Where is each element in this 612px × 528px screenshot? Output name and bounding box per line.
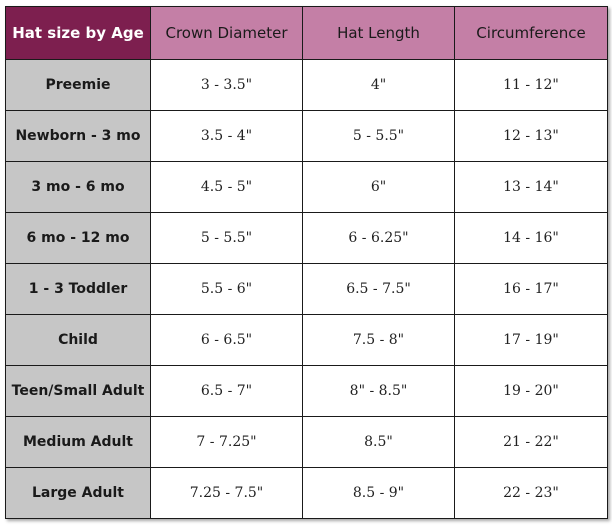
crown-diameter-cell: 7 - 7.25"	[151, 417, 303, 468]
table-row	[6, 417, 608, 468]
circumference-cell: 14 - 16"	[455, 213, 608, 264]
age-cell: 6 mo - 12 mo	[6, 213, 151, 264]
crown-diameter-cell: 3 - 3.5"	[151, 60, 303, 111]
table-row	[6, 315, 608, 366]
table-row	[6, 366, 608, 417]
header-circumference: Circumference	[455, 7, 608, 60]
table-row	[6, 162, 608, 213]
hat-size-table	[5, 6, 608, 519]
hat-length-cell: 7.5 - 8"	[303, 315, 455, 366]
age-cell: Medium Adult	[6, 417, 151, 468]
hat-length-cell: 8" - 8.5"	[303, 366, 455, 417]
hat-length-cell: 8.5 - 9"	[303, 468, 455, 519]
age-cell: Large Adult	[6, 468, 151, 519]
crown-diameter-cell: 7.25 - 7.5"	[151, 468, 303, 519]
age-cell: Teen/Small Adult	[6, 366, 151, 417]
circumference-cell: 22 - 23"	[455, 468, 608, 519]
hat-length-cell: 6 - 6.25"	[303, 213, 455, 264]
hat-length-cell: 8.5"	[303, 417, 455, 468]
age-cell: Child	[6, 315, 151, 366]
hat-length-cell: 4"	[303, 60, 455, 111]
hat-length-cell: 5 - 5.5"	[303, 111, 455, 162]
crown-diameter-cell: 6 - 6.5"	[151, 315, 303, 366]
crown-diameter-cell: 5 - 5.5"	[151, 213, 303, 264]
crown-diameter-cell: 6.5 - 7"	[151, 366, 303, 417]
table-row	[6, 213, 608, 264]
header-hat-size-by-age: Hat size by Age	[6, 7, 151, 60]
age-cell: Preemie	[6, 60, 151, 111]
crown-diameter-cell: 5.5 - 6"	[151, 264, 303, 315]
header-crown-diameter: Crown Diameter	[151, 7, 303, 60]
circumference-cell: 12 - 13"	[455, 111, 608, 162]
age-cell: 3 mo - 6 mo	[6, 162, 151, 213]
hat-length-cell: 6.5 - 7.5"	[303, 264, 455, 315]
table-row	[6, 468, 608, 519]
circumference-cell: 11 - 12"	[455, 60, 608, 111]
circumference-cell: 19 - 20"	[455, 366, 608, 417]
table-row	[6, 264, 608, 315]
table-row	[6, 60, 608, 111]
table-body	[6, 60, 608, 519]
circumference-cell: 16 - 17"	[455, 264, 608, 315]
age-cell: 1 - 3 Toddler	[6, 264, 151, 315]
crown-diameter-cell: 4.5 - 5"	[151, 162, 303, 213]
crown-diameter-cell: 3.5 - 4"	[151, 111, 303, 162]
circumference-cell: 13 - 14"	[455, 162, 608, 213]
age-cell: Newborn - 3 mo	[6, 111, 151, 162]
table-row	[6, 111, 608, 162]
header-hat-length: Hat Length	[303, 7, 455, 60]
circumference-cell: 17 - 19"	[455, 315, 608, 366]
circumference-cell: 21 - 22"	[455, 417, 608, 468]
header-row	[6, 7, 608, 60]
hat-length-cell: 6"	[303, 162, 455, 213]
